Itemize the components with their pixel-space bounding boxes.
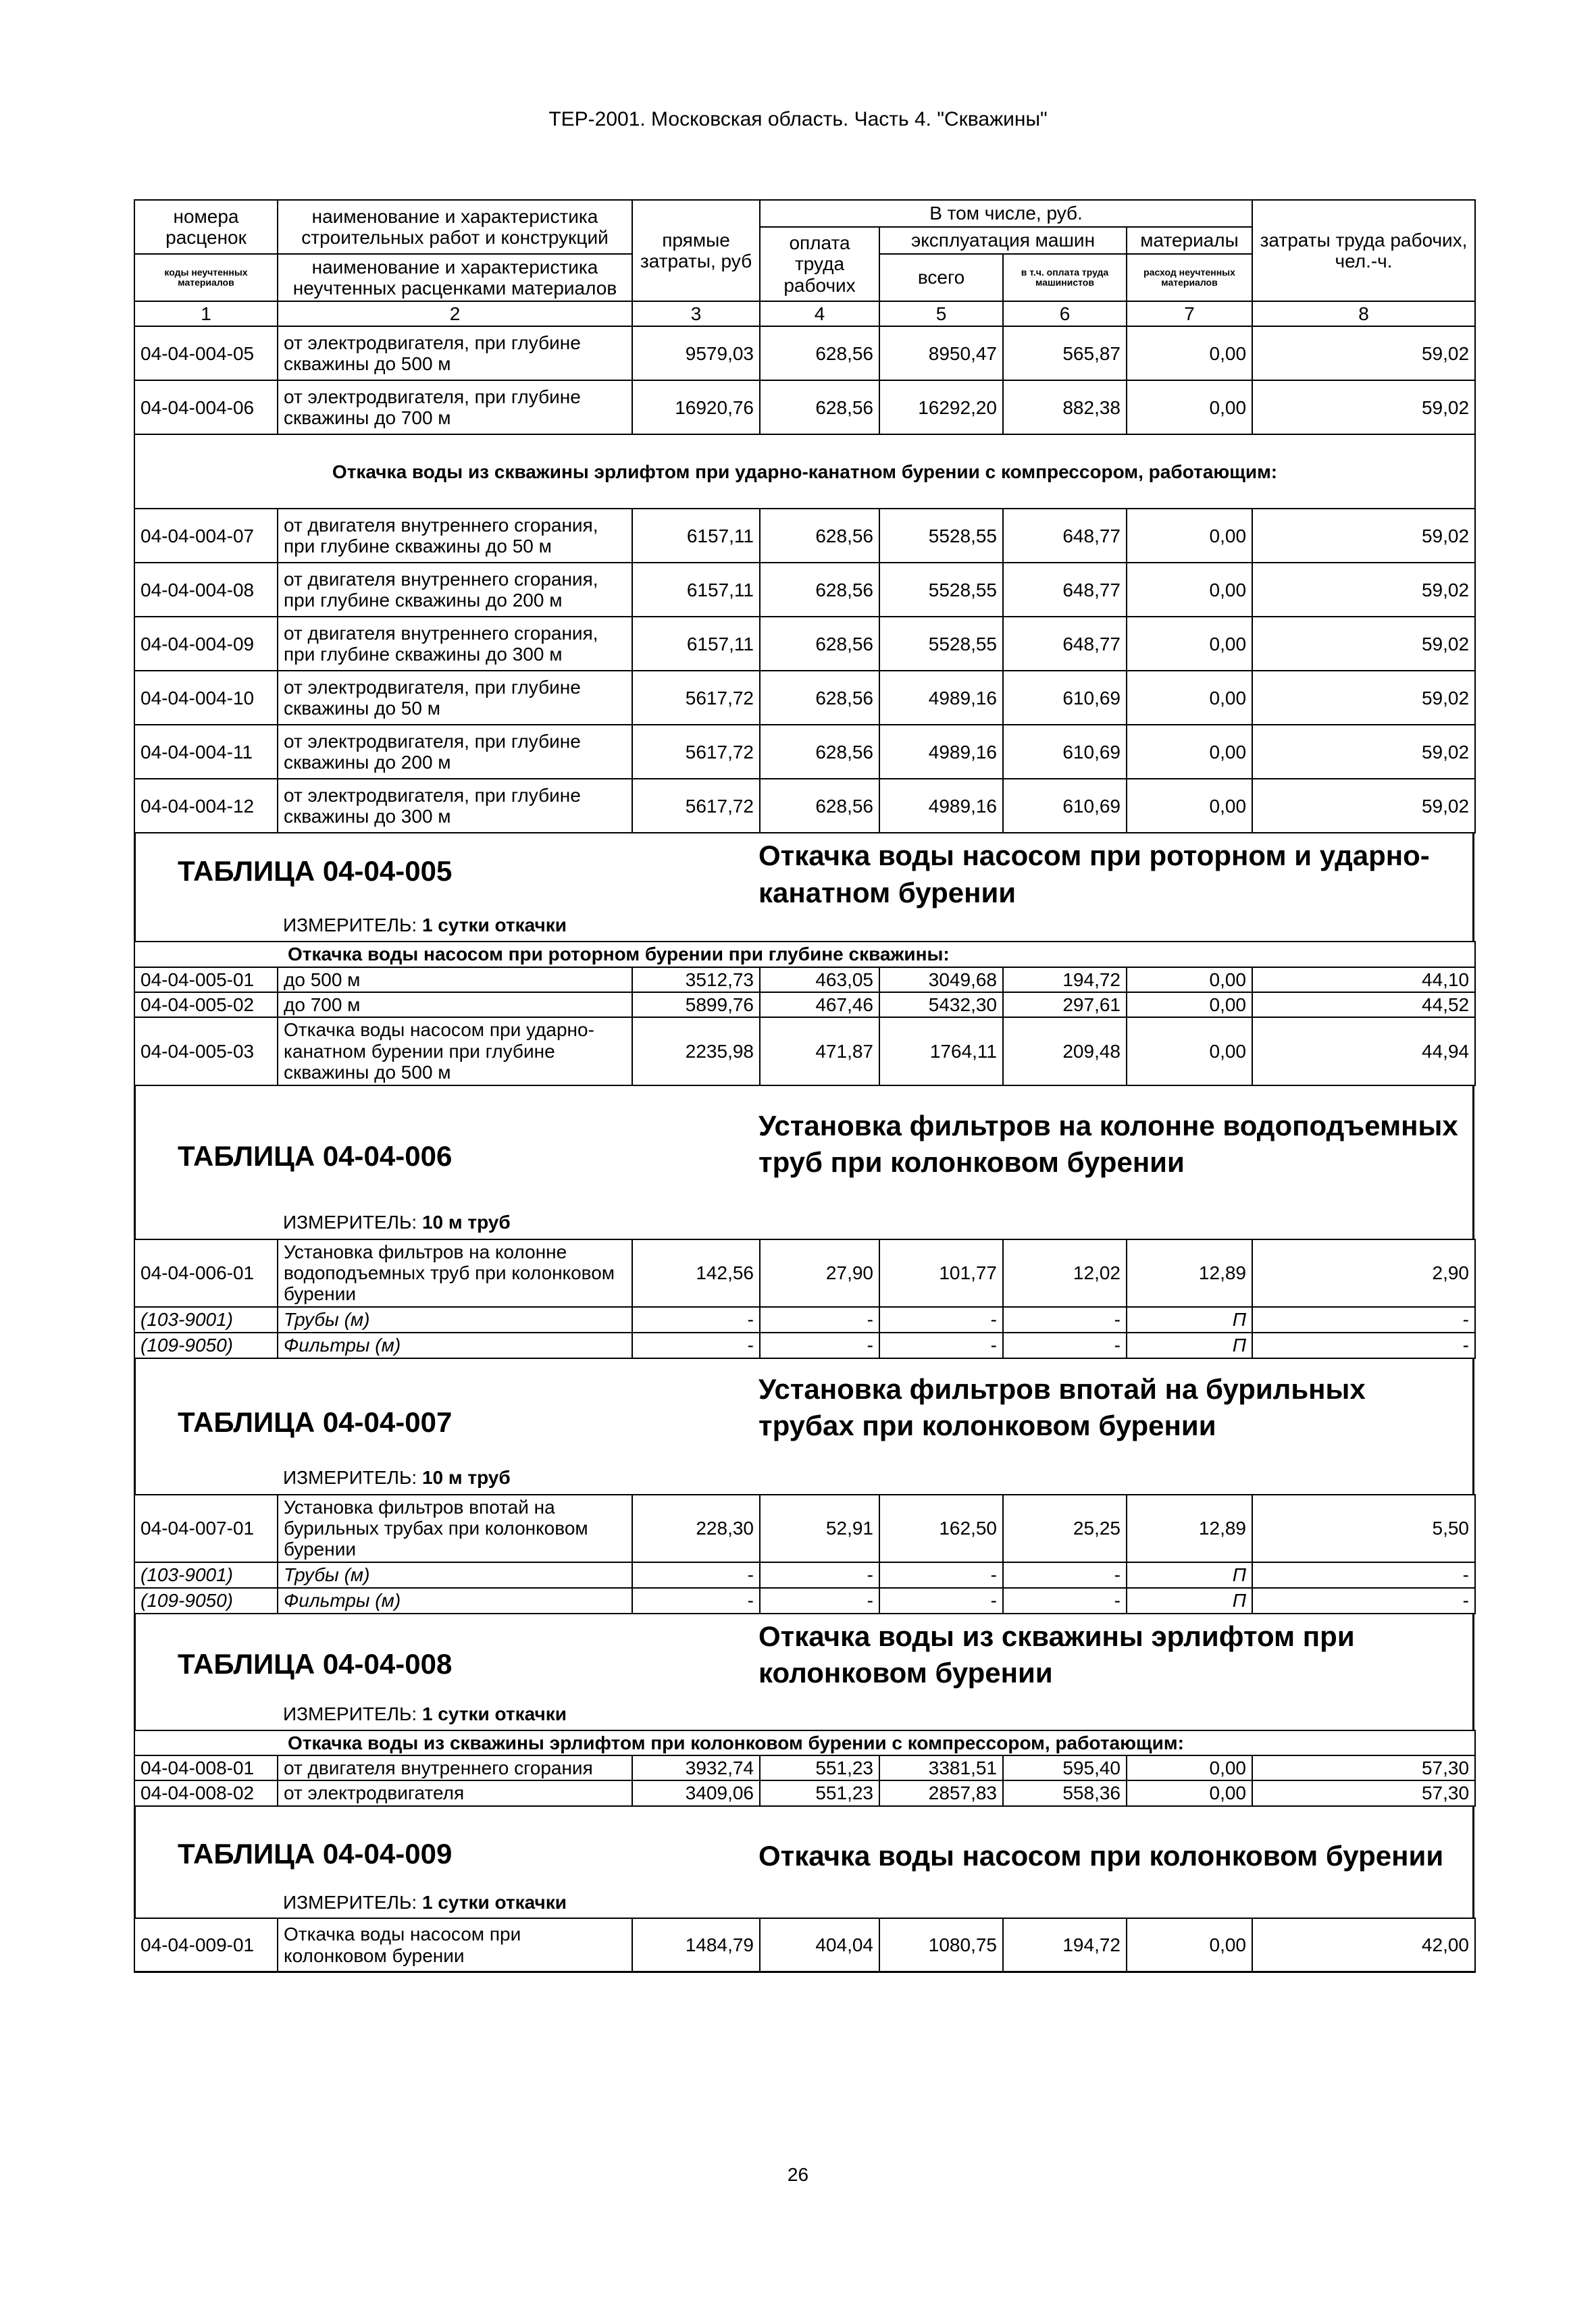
table-row <box>134 1017 1475 1085</box>
meter-label: ИЗМЕРИТЕЛЬ: <box>283 1466 417 1488</box>
table-row <box>134 380 1475 434</box>
table-title: Установка фильтров на колонне водоподъемных труб при колонковом бурении <box>758 1109 1458 1179</box>
table-title: Установка фильтров впотай на бурильных трубах при колонковом бурении <box>758 1372 1366 1442</box>
table-title: Откачка воды насосом при роторном и ударно-канатном бурении <box>758 840 1430 908</box>
rate-name: Установка фильтров на колонне водоподъемных труб при колонковом бурении <box>278 1239 632 1307</box>
table-row <box>134 779 1475 833</box>
page-number: 26 <box>787 2164 809 2185</box>
materials-value: 0,00 <box>1127 967 1252 992</box>
material-name: Фильтры (м) <box>278 1333 632 1358</box>
rate-code: 04-04-004-08 <box>134 563 278 617</box>
rate-code: 04-04-004-11 <box>134 725 278 779</box>
direct-cost-value: 3932,74 <box>632 1755 760 1780</box>
rate-code: 04-04-004-06 <box>134 380 278 434</box>
machines-total-value: 3049,68 <box>879 967 1003 992</box>
direct-cost-value: 6157,11 <box>632 617 760 671</box>
machines-wages-value: 209,48 <box>1003 1017 1127 1085</box>
labor-value: - <box>1252 1588 1475 1614</box>
wages-value: 628,56 <box>760 326 879 380</box>
direct-cost-value: 3409,06 <box>632 1780 760 1805</box>
rate-code: 04-04-004-10 <box>134 671 278 725</box>
machines-total-value: 1080,75 <box>879 1918 1003 1972</box>
rate-name: от двигателя внутреннего сгорания, при глубине скважины до 300 м <box>278 617 632 671</box>
direct-cost-value: 9579,03 <box>632 326 760 380</box>
col-number: 1 <box>134 301 278 326</box>
labor-value: 59,02 <box>1252 725 1475 779</box>
table-row <box>134 967 1475 992</box>
direct-cost-value: - <box>632 1562 760 1588</box>
wages-value: 628,56 <box>760 671 879 725</box>
section-title: Откачка воды из скважины эрлифтом при ударно-канатном бурении с компрессором, работающим: <box>134 434 1475 509</box>
labor-value: - <box>1252 1333 1475 1358</box>
direct-cost-value: 6157,11 <box>632 563 760 617</box>
labor-value: 57,30 <box>1252 1755 1475 1780</box>
direct-cost-value: 5617,72 <box>632 725 760 779</box>
rate-code: 04-04-004-05 <box>134 326 278 380</box>
machines-wages-value: - <box>1003 1307 1127 1333</box>
meter-value: 1 сутки откачки <box>421 915 567 936</box>
machines-wages-value: - <box>1003 1333 1127 1358</box>
rate-name: от электродвигателя, при глубине скважины до 200 м <box>278 725 632 779</box>
machines-total-value: 5528,55 <box>879 617 1003 671</box>
machines-total-value: 16292,20 <box>879 380 1003 434</box>
rate-name: Откачка воды насосом при ударно-канатном бурении при глубине скважины до 500 м <box>278 1017 632 1085</box>
direct-cost-value: 5899,76 <box>632 992 760 1017</box>
labor-value: 59,02 <box>1252 509 1475 563</box>
labor-value: 5,50 <box>1252 1495 1475 1562</box>
rate-code: 04-04-009-01 <box>134 1918 278 1972</box>
materials-value: 0,00 <box>1127 671 1252 725</box>
machines-wages-value: 565,87 <box>1003 326 1127 380</box>
machines-wages-value: 648,77 <box>1003 617 1127 671</box>
material-row <box>134 1307 1475 1333</box>
material-code: (103-9001) <box>134 1307 278 1333</box>
machines-wages-value: 558,36 <box>1003 1780 1127 1805</box>
wages-value: 463,05 <box>760 967 879 992</box>
machines-total-value: 4989,16 <box>879 779 1003 833</box>
table-row <box>134 1755 1475 1780</box>
col-including-header: В том числе, руб. <box>760 200 1252 227</box>
table-row <box>134 1780 1475 1805</box>
direct-cost-value: 5617,72 <box>632 671 760 725</box>
col-number: 3 <box>632 301 760 326</box>
machines-wages-value: - <box>1003 1588 1127 1614</box>
labor-value: 2,90 <box>1252 1239 1475 1307</box>
machines-wages-value: 648,77 <box>1003 509 1127 563</box>
table-meter <box>283 1467 511 1489</box>
direct-cost-value: 16920,76 <box>632 380 760 434</box>
rate-name: от двигателя внутреннего сгорания <box>278 1755 632 1780</box>
materials-value: 0,00 <box>1127 992 1252 1017</box>
document-body <box>134 199 1474 1973</box>
table-title: Откачка воды насосом при колонковом бурении <box>758 1839 1444 1872</box>
rates-table-006 <box>134 1239 1476 1359</box>
material-code: (103-9001) <box>134 1562 278 1588</box>
material-name: Фильтры (м) <box>278 1588 632 1614</box>
meter-value: 10 м труб <box>421 1211 511 1233</box>
machines-wages-value: 12,02 <box>1003 1239 1127 1307</box>
machines-wages-value: 610,69 <box>1003 725 1127 779</box>
materials-value: 0,00 <box>1127 563 1252 617</box>
table-meter <box>283 1703 567 1725</box>
meter-label: ИЗМЕРИТЕЛЬ: <box>283 1891 417 1913</box>
labor-value: 59,02 <box>1252 563 1475 617</box>
rate-name: от электродвигателя, при глубине скважины до 700 м <box>278 380 632 434</box>
table-meter <box>283 915 567 936</box>
wages-value: - <box>760 1307 879 1333</box>
meter-value: 1 сутки откачки <box>421 1891 567 1913</box>
table-row <box>134 509 1475 563</box>
col-number: 2 <box>278 301 632 326</box>
meter-label: ИЗМЕРИТЕЛЬ: <box>283 915 417 936</box>
table-row <box>134 1495 1475 1562</box>
direct-cost-value: 2235,98 <box>632 1017 760 1085</box>
machines-total-value: - <box>879 1333 1003 1358</box>
labor-value: 59,02 <box>1252 671 1475 725</box>
rate-name: от двигателя внутреннего сгорания, при глубине скважины до 50 м <box>278 509 632 563</box>
wages-value: 628,56 <box>760 563 879 617</box>
machines-total-value: 8950,47 <box>879 326 1003 380</box>
rates-table-007 <box>134 1494 1476 1614</box>
table-row <box>134 725 1475 779</box>
machines-wages-value: 595,40 <box>1003 1755 1127 1780</box>
machines-wages-value: 194,72 <box>1003 1918 1127 1972</box>
rates-table-005 <box>134 941 1476 1085</box>
machines-wages-value: 25,25 <box>1003 1495 1127 1562</box>
rate-code: 04-04-007-01 <box>134 1495 278 1562</box>
table-row <box>134 326 1475 380</box>
materials-value: 0,00 <box>1127 1780 1252 1805</box>
material-row <box>134 1588 1475 1614</box>
direct-cost-value: - <box>632 1307 760 1333</box>
machines-total-value: - <box>879 1307 1003 1333</box>
material-code: (109-9050) <box>134 1333 278 1358</box>
machines-total-value: 162,50 <box>879 1495 1003 1562</box>
materials-value: 0,00 <box>1127 1017 1252 1085</box>
wages-value: 471,87 <box>760 1017 879 1085</box>
col-materials-sub-header: расход неучтенных материалов <box>1127 254 1252 301</box>
machines-wages-value: 648,77 <box>1003 563 1127 617</box>
machines-wages-value: 610,69 <box>1003 779 1127 833</box>
machines-wages-value: - <box>1003 1562 1127 1588</box>
machines-total-value: 3381,51 <box>879 1755 1003 1780</box>
materials-value: 0,00 <box>1127 725 1252 779</box>
materials-value: 12,89 <box>1127 1239 1252 1307</box>
rate-code: 04-04-005-01 <box>134 967 278 992</box>
rate-name: от электродвигателя <box>278 1780 632 1805</box>
machines-wages-value: 194,72 <box>1003 967 1127 992</box>
col-code-header: номера расценок <box>134 200 278 254</box>
direct-cost-value: 6157,11 <box>632 509 760 563</box>
materials-value: 0,00 <box>1127 1755 1252 1780</box>
table-label: ТАБЛИЦА 04-04-006 <box>178 1139 453 1172</box>
materials-value: 0,00 <box>1127 509 1252 563</box>
materials-value: П <box>1127 1562 1252 1588</box>
labor-value: 57,30 <box>1252 1780 1475 1805</box>
table-block-009 <box>134 1807 1474 1918</box>
materials-value: 0,00 <box>1127 326 1252 380</box>
machines-total-value: - <box>879 1562 1003 1588</box>
wages-value: 551,23 <box>760 1780 879 1805</box>
materials-value: 0,00 <box>1127 617 1252 671</box>
section-title: Откачка воды из скважины эрлифтом при колонковом бурении с компрессором, работающим: <box>134 1730 1475 1755</box>
direct-cost-value: 142,56 <box>632 1239 760 1307</box>
labor-value: 44,94 <box>1252 1017 1475 1085</box>
table-row <box>134 1918 1475 1972</box>
rates-table-004 <box>134 199 1476 833</box>
col-direct-header: прямые затраты, руб <box>632 200 760 301</box>
col-machines-total-header: всего <box>879 254 1003 301</box>
rate-name: от электродвигателя, при глубине скважины до 300 м <box>278 779 632 833</box>
meter-label: ИЗМЕРИТЕЛЬ: <box>283 1703 417 1724</box>
labor-value: - <box>1252 1307 1475 1333</box>
machines-total-value: 4989,16 <box>879 725 1003 779</box>
machines-total-value: 2857,83 <box>879 1780 1003 1805</box>
col-labor-header: затраты труда рабочих, чел.-ч. <box>1252 200 1475 301</box>
page-header: ТЕР-2001. Московская область. Часть 4. "Скважины" <box>548 108 1048 130</box>
table-label: ТАБЛИЦА 04-04-005 <box>178 855 453 888</box>
col-machines-header: эксплуатация машин <box>879 227 1127 254</box>
direct-cost-value: - <box>632 1333 760 1358</box>
table-label: ТАБЛИЦА 04-04-009 <box>178 1837 453 1870</box>
section-title: Откачка воды насосом при роторном бурении при глубине скважины: <box>134 942 1475 967</box>
machines-total-value: - <box>879 1588 1003 1614</box>
col-name-header: наименование и характеристика строительных работ и конструкций <box>278 200 632 254</box>
col-name-sub-header: наименование и характеристика неучтенных расценками материалов <box>278 254 632 301</box>
col-materials-header: материалы <box>1127 227 1252 254</box>
machines-wages-value: 882,38 <box>1003 380 1127 434</box>
materials-value: П <box>1127 1333 1252 1358</box>
labor-value: 59,02 <box>1252 380 1475 434</box>
material-name: Трубы (м) <box>278 1307 632 1333</box>
rate-code: 04-04-005-03 <box>134 1017 278 1085</box>
table-meter <box>283 1892 567 1913</box>
machines-total-value: 4989,16 <box>879 671 1003 725</box>
materials-value: 0,00 <box>1127 380 1252 434</box>
table-row <box>134 671 1475 725</box>
rate-code: 04-04-008-02 <box>134 1780 278 1805</box>
materials-value: П <box>1127 1307 1252 1333</box>
labor-value: 59,02 <box>1252 779 1475 833</box>
rates-table-008 <box>134 1730 1476 1807</box>
rate-name: до 700 м <box>278 992 632 1017</box>
materials-value: 12,89 <box>1127 1495 1252 1562</box>
materials-value: П <box>1127 1588 1252 1614</box>
machines-total-value: 5528,55 <box>879 563 1003 617</box>
rate-name: Откачка воды насосом при колонковом бурении <box>278 1918 632 1972</box>
direct-cost-value: 3512,73 <box>632 967 760 992</box>
rate-code: 04-04-005-02 <box>134 992 278 1017</box>
table-meter <box>283 1212 511 1233</box>
col-number: 7 <box>1127 301 1252 326</box>
col-number: 8 <box>1252 301 1475 326</box>
rate-name: от электродвигателя, при глубине скважины до 50 м <box>278 671 632 725</box>
direct-cost-value: 228,30 <box>632 1495 760 1562</box>
wages-value: 467,46 <box>760 992 879 1017</box>
rate-name: от электродвигателя, при глубине скважины до 500 м <box>278 326 632 380</box>
wages-value: 551,23 <box>760 1755 879 1780</box>
col-number: 5 <box>879 301 1003 326</box>
table-row <box>134 992 1475 1017</box>
rates-table-009 <box>134 1918 1476 1974</box>
table-title: Откачка воды из скважины эрлифтом при колонковом бурении <box>758 1620 1355 1689</box>
rate-code: 04-04-006-01 <box>134 1239 278 1307</box>
rate-name: Установка фильтров впотай на бурильных трубах при колонковом бурении <box>278 1495 632 1562</box>
meter-label: ИЗМЕРИТЕЛЬ: <box>283 1211 417 1233</box>
table-block-006 <box>134 1086 1474 1239</box>
labor-value: 59,02 <box>1252 326 1475 380</box>
meter-value: 1 сутки откачки <box>421 1703 567 1724</box>
table-row <box>134 563 1475 617</box>
rate-name: до 500 м <box>278 967 632 992</box>
table-block-005 <box>134 833 1474 941</box>
wages-value: 27,90 <box>760 1239 879 1307</box>
rate-code: 04-04-004-12 <box>134 779 278 833</box>
material-row <box>134 1333 1475 1358</box>
wages-value: 628,56 <box>760 779 879 833</box>
labor-value: - <box>1252 1562 1475 1588</box>
rate-code: 04-04-004-09 <box>134 617 278 671</box>
wages-value: 404,04 <box>760 1918 879 1972</box>
col-number: 4 <box>760 301 879 326</box>
wages-value: 628,56 <box>760 617 879 671</box>
wages-value: 628,56 <box>760 725 879 779</box>
direct-cost-value: - <box>632 1588 760 1614</box>
labor-value: 44,10 <box>1252 967 1475 992</box>
direct-cost-value: 1484,79 <box>632 1918 760 1972</box>
wages-value: 628,56 <box>760 509 879 563</box>
wages-value: - <box>760 1588 879 1614</box>
table-row <box>134 617 1475 671</box>
material-name: Трубы (м) <box>278 1562 632 1588</box>
machines-wages-value: 610,69 <box>1003 671 1127 725</box>
table-row <box>134 1239 1475 1307</box>
labor-value: 44,52 <box>1252 992 1475 1017</box>
col-wages-header: оплата труда рабочих <box>760 227 879 301</box>
wages-value: - <box>760 1333 879 1358</box>
machines-total-value: 1764,11 <box>879 1017 1003 1085</box>
table-block-007 <box>134 1359 1474 1494</box>
rate-code: 04-04-004-07 <box>134 509 278 563</box>
wages-value: 52,91 <box>760 1495 879 1562</box>
wages-value: 628,56 <box>760 380 879 434</box>
material-row <box>134 1562 1475 1588</box>
machines-total-value: 101,77 <box>879 1239 1003 1307</box>
machines-wages-value: 297,61 <box>1003 992 1127 1017</box>
table-label: ТАБЛИЦА 04-04-008 <box>178 1647 453 1680</box>
rate-name: от двигателя внутреннего сгорания, при глубине скважины до 200 м <box>278 563 632 617</box>
machines-total-value: 5432,30 <box>879 992 1003 1017</box>
wages-value: - <box>760 1562 879 1588</box>
labor-value: 42,00 <box>1252 1918 1475 1972</box>
table-block-008 <box>134 1614 1474 1730</box>
material-code: (109-9050) <box>134 1588 278 1614</box>
direct-cost-value: 5617,72 <box>632 779 760 833</box>
table-label: ТАБЛИЦА 04-04-007 <box>178 1406 453 1438</box>
machines-total-value: 5528,55 <box>879 509 1003 563</box>
meter-value: 10 м труб <box>421 1466 511 1488</box>
col-number: 6 <box>1003 301 1127 326</box>
col-machines-wages-header: в т.ч. оплата труда машинистов <box>1003 254 1127 301</box>
rate-code: 04-04-008-01 <box>134 1755 278 1780</box>
labor-value: 59,02 <box>1252 617 1475 671</box>
materials-value: 0,00 <box>1127 1918 1252 1972</box>
materials-value: 0,00 <box>1127 779 1252 833</box>
col-code-sub-header: коды неучтенных материалов <box>134 254 278 301</box>
